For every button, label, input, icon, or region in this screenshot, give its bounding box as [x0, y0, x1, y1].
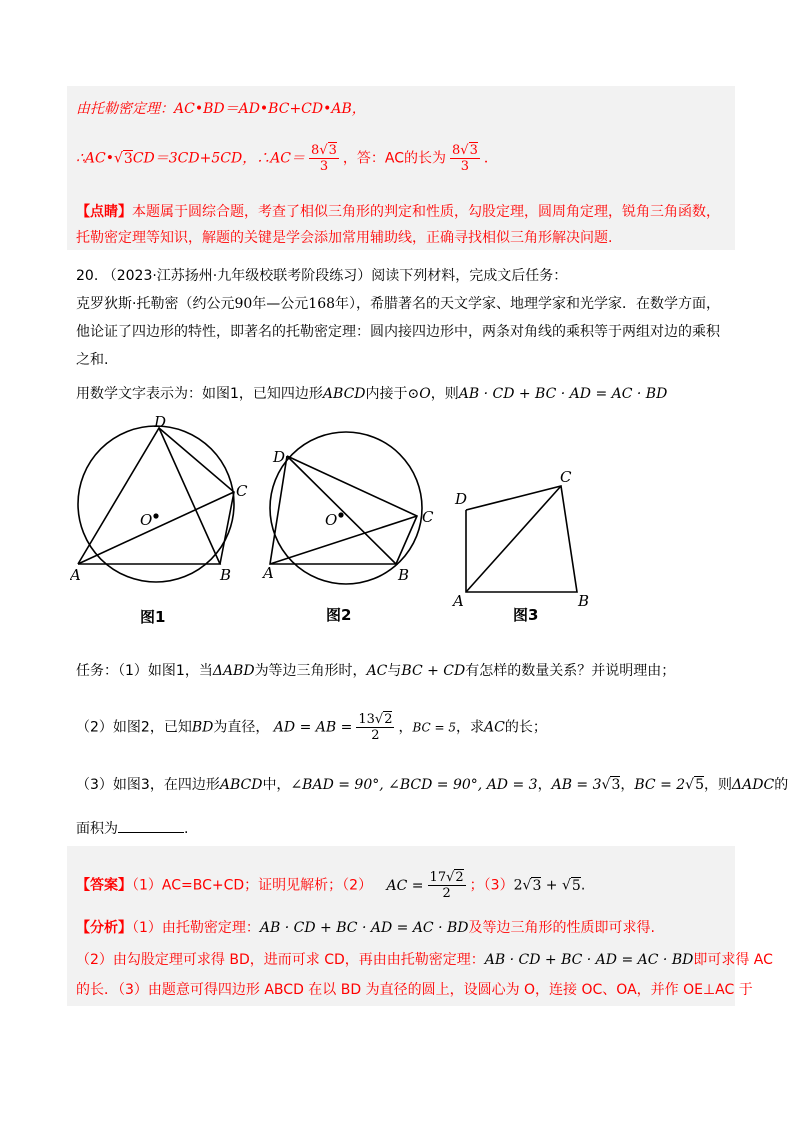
answer-text: （1）AC=BC+CD；证明见解析；（2） [132, 877, 373, 894]
dianjing-text: 本题属于圆综合题，考查了相似三角形的判定和性质，勾股定理，圆周角定理，锐角三角函数， [132, 204, 720, 220]
fraction-8-root3-over-3: $\frac{8√3}{3}$ [311, 143, 337, 174]
figures-area [70, 410, 610, 630]
period: . [580, 877, 586, 894]
frac-den: 2 [371, 728, 380, 743]
angle-conditions: ∠BAD = 90°, ∠BCD = 90°, AD = 3 [290, 777, 538, 793]
fig3-caption: 图3 [513, 606, 539, 624]
task-3-line-1: （3）如图3，在四边形ABCD中，∠BAD = 90°, ∠BCD = 90°, AD = 3，AB = 3√3，BC = 2√5，则ΔADC的 [76, 777, 789, 793]
fig2-side-dc-cb [287, 456, 417, 564]
question-header [76, 266, 567, 286]
fig3-label-b: B [578, 592, 590, 610]
fig2-label-a: A [263, 564, 274, 582]
text: 有怎样的数量关系？并说明理由； [465, 663, 676, 679]
dianjing-line-1 [76, 202, 720, 222]
answer-line: 【答案】（1）AC=BC+CD；证明见解析；（2） AC = $\frac{17√2}{2}$ ；（3）2√3 + √5. [76, 870, 586, 901]
fig2-label-b: B [398, 566, 410, 584]
ptolemy-equation-line [76, 99, 366, 119]
analysis-line-2 [76, 950, 773, 970]
text: 年），希腊著名的天文学家、地理学家和光学家．在数学方面， [335, 296, 721, 312]
task-2 [76, 712, 547, 743]
text: ，则 [430, 386, 459, 402]
task-3-line-2 [76, 818, 188, 839]
figure-2 [270, 432, 422, 584]
ptolemy-formula: AB · CD + BC · AD = AC · BD [259, 920, 469, 936]
solution-line: ∴AC•√3CD＝3CD+5CD，∴AC＝ $\frac{8√3}{3}$ ，答：AC的长为 $\frac{8√3}{3}$ ． [76, 143, 498, 174]
fig1-label-c: C [236, 482, 248, 500]
rad: 3 [532, 877, 542, 894]
dianjing-text: 托勒密定理等知识，解题的关键是学会添加常用辅助线，正确寻找相似三角形解决问题. [76, 230, 613, 246]
fig2-label-o: O [325, 511, 338, 529]
question-paragraph-2 [76, 322, 720, 342]
frac-coef: 17 [429, 870, 447, 885]
question-source: （2023·江苏扬州·九年级校联考阶段练习）阅读下列材料，完成文后任务： [102, 268, 568, 284]
frac-den: 3 [319, 159, 329, 174]
text: 年—公元 [252, 296, 309, 312]
dianjing-label: 【点睛】 [76, 204, 132, 220]
text: ， [620, 777, 635, 793]
segment-bd: BD [191, 719, 214, 736]
segment-ac: AC [484, 719, 505, 736]
text: 的 [774, 777, 789, 793]
fig1-center-dot [154, 514, 158, 518]
frac-coef: 13 [358, 712, 375, 727]
analysis-label: 【分析】 [76, 920, 132, 936]
fig1-triangle-abd [78, 428, 220, 564]
text: ， [537, 777, 552, 793]
text: 用数学文字表示为：如图1，已知四边形 [76, 386, 323, 402]
fraction-17-root2-over-2: $\frac{17√2}{2}$ [429, 870, 464, 901]
text: （3）如图3，在四边形 [76, 777, 220, 793]
text: ，求 [456, 719, 485, 736]
text: 与 [387, 663, 402, 679]
fig2-triangle-adb [270, 456, 396, 564]
answer-blank [118, 818, 184, 833]
frac-den: 3 [460, 159, 470, 174]
text: 中， [262, 777, 291, 793]
rad: 5 [571, 877, 581, 894]
text: 为等边三角形时， [254, 663, 367, 679]
fig3-label-c: C [560, 468, 572, 486]
rad: 5 [695, 777, 705, 793]
ptolemy-formula: AB · CD + BC · AD = AC · BD [458, 386, 668, 402]
figure-3 [466, 486, 577, 592]
rad: 3 [611, 777, 621, 793]
fig2-caption: 图2 [326, 606, 352, 624]
frac-rad: 2 [384, 712, 393, 727]
text: 克罗狄斯·托勒密（约公元 [76, 296, 235, 312]
plus: + [541, 877, 562, 894]
fraction-13-root2-over-2: $\frac{13√2}{2}$ [358, 712, 393, 743]
fig1-diagonal-ac [78, 492, 234, 564]
ptolemy-equation-text: 由托勒密定理：AC•BD＝AD•BC+CD•AB， [76, 101, 366, 117]
coef: 2 [513, 877, 523, 894]
text: 及等边三角形的性质即可求得. [468, 920, 655, 936]
quad-abcd: ABCD [322, 386, 366, 402]
text: 为直径， [213, 719, 270, 736]
figure-1 [78, 426, 234, 582]
quad-abcd: ABCD [219, 777, 263, 793]
period: ． [483, 150, 498, 167]
fraction-answer: $\frac{8√3}{3}$ [452, 143, 478, 174]
frac-coef: 8 [311, 143, 320, 158]
circle-o: ⊙O [407, 386, 431, 402]
frac-rad: 2 [455, 870, 464, 885]
frac-rad: 3 [328, 143, 337, 158]
text: 内接于 [365, 386, 408, 402]
question-paragraph-4 [76, 384, 667, 404]
answer-label: 【答案】 [76, 877, 132, 894]
fig1-circle [78, 426, 234, 582]
text: ， [398, 719, 413, 736]
fig2-label-c: C [422, 508, 434, 526]
text: 面积为 [76, 821, 118, 837]
text: 之和. [76, 352, 109, 368]
triangle-abd: ΔABD [212, 663, 255, 679]
text: 任务：（1）如图1，当 [76, 663, 213, 679]
equation-text: CD＝3CD+5CD，∴AC＝ [132, 150, 306, 167]
frac-rad: 3 [469, 143, 478, 158]
fig2-center-dot [339, 513, 343, 517]
fig2-label-d: D [273, 448, 286, 466]
text: （2）如图2，已知 [76, 719, 192, 736]
equation-ab: AB = 3 [551, 777, 602, 793]
text: （1）由托勒密定理： [132, 920, 260, 936]
expr-bc-cd: BC + CD [401, 663, 466, 679]
answer-text: ；（3） [469, 877, 514, 894]
fig1-caption: 图1 [140, 608, 166, 626]
sqrt-three: 3 [123, 150, 133, 167]
equation-bc: BC = 5 [412, 720, 457, 735]
fig3-label-d: D [455, 490, 468, 508]
analysis-line-1 [76, 918, 655, 938]
frac-coef: 8 [452, 143, 461, 158]
analysis-line-3 [76, 980, 753, 1000]
fig3-quadrilateral [466, 486, 577, 592]
fig1-label-o: O [140, 511, 153, 529]
text: . [184, 821, 189, 837]
text: （2）由勾股定理可求得 BD，进而可求 CD，再由由托勒密定理： [76, 952, 485, 968]
text: ，则 [704, 777, 733, 793]
dianjing-line-2 [76, 228, 612, 248]
segment-ac: AC [366, 663, 388, 679]
fig1-label-a: A [70, 566, 81, 584]
equation-ad-ab: AD = AB = [273, 719, 353, 736]
frac-den: 2 [442, 886, 451, 901]
equation-bc: BC = 2 [634, 777, 686, 793]
fig1-label-d: D [154, 413, 167, 431]
triangle-adc: ΔADC [732, 777, 775, 793]
therefore-text: ∴AC• [76, 150, 114, 167]
answer-prefix: ，答：AC的长为 [342, 150, 446, 167]
fig3-diagonal-ac [466, 486, 561, 592]
fig1-label-b: B [220, 566, 232, 584]
text: 的长； [504, 719, 547, 736]
question-paragraph-1 [76, 294, 720, 314]
fig3-label-a: A [453, 592, 464, 610]
text: 的长．（3）由题意可得四边形 ABCD 在以 BD 为直径的圆上，设圆心为 O，连接 OC、OA，并作 OE⊥AC 于 [76, 982, 753, 998]
year-168: 168 [308, 296, 336, 312]
answer-ac: AC = [386, 877, 424, 894]
year-90: 90 [234, 296, 253, 312]
fig2-diagonal-ac [270, 516, 417, 564]
question-number: 20. [76, 268, 99, 284]
task-1 [76, 661, 675, 681]
question-paragraph-3 [76, 350, 108, 370]
text: 即可求得 AC [693, 952, 773, 968]
ptolemy-formula: AB · CD + BC · AD = AC · BD [484, 952, 694, 968]
text: 他论证了四边形的特性，即著名的托勒密定理：圆内接四边形中，两条对角线的乘积等于两组对边的乘积 [76, 324, 720, 340]
